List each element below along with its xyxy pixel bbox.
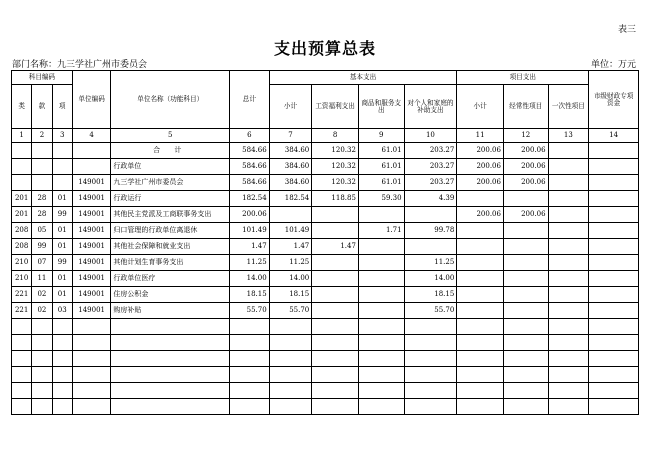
goods-services-cell: 61.01: [358, 159, 404, 175]
basic-subtotal-cell: [269, 367, 312, 383]
project-subtotal-cell: [457, 399, 504, 415]
total-cell: 18.15: [230, 287, 270, 303]
total-cell: 14.00: [230, 271, 270, 287]
unit-name-cell: [111, 399, 230, 415]
onetime-project-cell: [548, 367, 589, 383]
unit-code-cell: 149001: [72, 255, 111, 271]
table-row: [12, 223, 639, 239]
xiang-cell: 99: [52, 207, 72, 223]
personal-subsidy-cell: [404, 207, 457, 223]
personal-subsidy-cell: [404, 399, 457, 415]
table-row: [12, 239, 639, 255]
total-header: 总计: [230, 71, 270, 129]
project-subtotal-cell: [457, 383, 504, 399]
total-cell: [230, 319, 270, 335]
goods-services-cell: 61.01: [358, 175, 404, 191]
total-cell: [230, 383, 270, 399]
xiang-cell: 03: [52, 303, 72, 319]
city-funds-cell: [589, 255, 639, 271]
budget-table: [11, 70, 639, 415]
xiang-cell: 01: [52, 191, 72, 207]
goods-services-header: 商品和服务支出: [358, 85, 404, 129]
onetime-project-cell: [548, 175, 589, 191]
lei-cell: [12, 319, 32, 335]
project-expenditure-header: 项目支出: [457, 71, 589, 85]
column-index-cell: 9: [358, 129, 404, 143]
column-index-cell: 14: [589, 129, 639, 143]
unit-name-cell: 住房公积金: [111, 287, 230, 303]
kuan-cell: 28: [32, 191, 52, 207]
column-index-row: [12, 129, 639, 143]
column-index-cell: 4: [72, 129, 111, 143]
unit-code-header: 单位编码: [72, 71, 111, 129]
unit-name-cell: 合 计: [111, 143, 230, 159]
column-index-cell: 6: [230, 129, 270, 143]
table-row: [12, 351, 639, 367]
lei-cell: [12, 143, 32, 159]
basic-subtotal-cell: 11.25: [269, 255, 312, 271]
project-subtotal-cell: 200.06: [457, 175, 504, 191]
table-row: [12, 287, 639, 303]
salary-welfare-cell: 120.32: [312, 159, 359, 175]
table-row: [12, 319, 639, 335]
unit-name-cell: 归口管理的行政单位离退休: [111, 223, 230, 239]
lei-cell: 208: [12, 223, 32, 239]
goods-services-cell: [358, 255, 404, 271]
goods-services-cell: [358, 207, 404, 223]
lei-header: 类: [12, 85, 32, 129]
kuan-cell: 28: [32, 207, 52, 223]
recurring-project-cell: [503, 191, 548, 207]
xiang-cell: [52, 399, 72, 415]
column-index-cell: 7: [269, 129, 312, 143]
salary-welfare-cell: [312, 367, 359, 383]
lei-cell: [12, 159, 32, 175]
lei-cell: 221: [12, 303, 32, 319]
unit-name-cell: 购房补贴: [111, 303, 230, 319]
onetime-project-cell: [548, 303, 589, 319]
recurring-project-cell: 200.06: [503, 143, 548, 159]
personal-subsidy-cell: [404, 335, 457, 351]
kuan-cell: [32, 351, 52, 367]
city-funds-cell: [589, 303, 639, 319]
city-funds-cell: [589, 143, 639, 159]
kuan-cell: [32, 175, 52, 191]
xiang-cell: 01: [52, 223, 72, 239]
xiang-cell: [52, 383, 72, 399]
unit-label: 单位：万元: [590, 60, 636, 70]
table-row: [12, 399, 639, 415]
recurring-project-cell: 200.06: [503, 159, 548, 175]
basic-subtotal-cell: 384.60: [269, 159, 312, 175]
unit-code-cell: 149001: [72, 175, 111, 191]
project-subtotal-cell: [457, 255, 504, 271]
basic-subtotal-cell: 101.49: [269, 223, 312, 239]
kuan-cell: 02: [32, 287, 52, 303]
unit-code-cell: 149001: [72, 207, 111, 223]
onetime-project-cell: [548, 399, 589, 415]
xiang-cell: 01: [52, 271, 72, 287]
project-subtotal-cell: 200.06: [457, 159, 504, 175]
salary-welfare-header: 工资福利支出: [312, 85, 359, 129]
unit-name-cell: 行政单位: [111, 159, 230, 175]
city-funds-cell: [589, 335, 639, 351]
recurring-project-cell: [503, 303, 548, 319]
recurring-project-cell: 200.06: [503, 207, 548, 223]
column-index-cell: 12: [503, 129, 548, 143]
basic-subtotal-cell: 1.47: [269, 239, 312, 255]
unit-name-cell: 九三学社广州市委员会: [111, 175, 230, 191]
personal-subsidy-cell: 99.78: [404, 223, 457, 239]
kuan-cell: [32, 367, 52, 383]
project-subtotal-cell: [457, 239, 504, 255]
unit-code-cell: [72, 159, 111, 175]
basic-subtotal-cell: [269, 351, 312, 367]
lei-cell: 210: [12, 255, 32, 271]
recurring-project-cell: [503, 287, 548, 303]
lei-cell: [12, 399, 32, 415]
salary-welfare-cell: [312, 335, 359, 351]
table-row: [12, 175, 639, 191]
project-subtotal-cell: [457, 191, 504, 207]
unit-name-cell: 其他民主党派及工商联事务支出: [111, 207, 230, 223]
salary-welfare-cell: 120.32: [312, 175, 359, 191]
city-funds-cell: [589, 191, 639, 207]
kuan-cell: [32, 335, 52, 351]
table-row: [12, 159, 639, 175]
kuan-cell: 07: [32, 255, 52, 271]
recurring-project-cell: [503, 223, 548, 239]
salary-welfare-cell: [312, 207, 359, 223]
basic-subtotal-cell: [269, 399, 312, 415]
city-funds-cell: [589, 239, 639, 255]
onetime-project-cell: [548, 319, 589, 335]
table-row: [12, 143, 639, 159]
salary-welfare-cell: 1.47: [312, 239, 359, 255]
unit-code-cell: [72, 399, 111, 415]
total-cell: 584.66: [230, 159, 270, 175]
unit-code-cell: [72, 351, 111, 367]
salary-welfare-cell: [312, 223, 359, 239]
salary-welfare-cell: [312, 303, 359, 319]
unit-name-cell: [111, 335, 230, 351]
kuan-cell: [32, 143, 52, 159]
recurring-project-cell: 200.06: [503, 175, 548, 191]
salary-welfare-cell: 120.32: [312, 143, 359, 159]
lei-cell: [12, 351, 32, 367]
subject-code-header: 科目编码: [12, 71, 73, 85]
basic-subtotal-cell: 384.60: [269, 143, 312, 159]
project-subtotal-cell: [457, 367, 504, 383]
city-funds-cell: [589, 223, 639, 239]
total-cell: [230, 351, 270, 367]
column-index-cell: 8: [312, 129, 359, 143]
goods-services-cell: [358, 319, 404, 335]
recurring-project-cell: [503, 319, 548, 335]
xiang-cell: [52, 159, 72, 175]
goods-services-cell: 1.71: [358, 223, 404, 239]
total-cell: [230, 367, 270, 383]
column-index-cell: 10: [404, 129, 457, 143]
recurring-project-cell: [503, 399, 548, 415]
kuan-cell: 11: [32, 271, 52, 287]
recurring-project-cell: [503, 351, 548, 367]
basic-expenditure-header: 基本支出: [269, 71, 457, 85]
personal-subsidy-cell: [404, 239, 457, 255]
city-funds-cell: [589, 207, 639, 223]
recurring-project-cell: [503, 255, 548, 271]
lei-cell: [12, 335, 32, 351]
recurring-project-header: 经常性项目: [503, 85, 548, 129]
lei-cell: [12, 367, 32, 383]
table-row: [12, 271, 639, 287]
kuan-cell: [32, 319, 52, 335]
unit-name-cell: 其他计划生育事务支出: [111, 255, 230, 271]
kuan-header: 款: [32, 85, 52, 129]
lei-cell: 221: [12, 287, 32, 303]
personal-family-subsidy-header: 对个人和家庭的补助支出: [404, 85, 457, 129]
table-row: [12, 303, 639, 319]
column-index-cell: 3: [52, 129, 72, 143]
onetime-project-cell: [548, 223, 589, 239]
personal-subsidy-cell: 18.15: [404, 287, 457, 303]
onetime-project-cell: [548, 287, 589, 303]
total-cell: 584.66: [230, 143, 270, 159]
project-subtotal-cell: 200.06: [457, 207, 504, 223]
project-subtotal-cell: [457, 335, 504, 351]
project-subtotal-header: 小计: [457, 85, 504, 129]
unit-code-cell: 149001: [72, 271, 111, 287]
onetime-project-cell: [548, 383, 589, 399]
project-subtotal-cell: [457, 287, 504, 303]
total-cell: [230, 335, 270, 351]
goods-services-cell: 61.01: [358, 143, 404, 159]
personal-subsidy-cell: [404, 351, 457, 367]
city-funds-cell: [589, 175, 639, 191]
total-cell: 200.06: [230, 207, 270, 223]
unit-code-cell: [72, 367, 111, 383]
city-funds-cell: [589, 399, 639, 415]
basic-subtotal-cell: 384.60: [269, 175, 312, 191]
city-funds-cell: [589, 351, 639, 367]
goods-services-cell: [358, 303, 404, 319]
lei-cell: 201: [12, 191, 32, 207]
city-special-funds-header: 市级财政专项资金: [589, 71, 639, 129]
lei-cell: [12, 383, 32, 399]
total-cell: 55.70: [230, 303, 270, 319]
basic-subtotal-header: 小计: [269, 85, 312, 129]
unit-code-cell: 149001: [72, 303, 111, 319]
onetime-project-cell: [548, 239, 589, 255]
table-row: [12, 191, 639, 207]
table-row: [12, 255, 639, 271]
project-subtotal-cell: [457, 351, 504, 367]
total-cell: 11.25: [230, 255, 270, 271]
xiang-cell: 01: [52, 239, 72, 255]
table-row: [12, 383, 639, 399]
page-title: 支出预算总表: [273, 39, 376, 58]
personal-subsidy-cell: [404, 383, 457, 399]
city-funds-cell: [589, 271, 639, 287]
city-funds-cell: [589, 159, 639, 175]
total-cell: 584.66: [230, 175, 270, 191]
lei-cell: 210: [12, 271, 32, 287]
onetime-project-cell: [548, 271, 589, 287]
project-subtotal-cell: 200.06: [457, 143, 504, 159]
goods-services-cell: [358, 367, 404, 383]
unit-name-cell: 其他社会保障和就业支出: [111, 239, 230, 255]
goods-services-cell: [358, 287, 404, 303]
unit-code-cell: 149001: [72, 191, 111, 207]
basic-subtotal-cell: [269, 383, 312, 399]
unit-name-header: 单位名称（功能科目）: [111, 71, 230, 129]
total-cell: [230, 399, 270, 415]
unit-code-cell: [72, 319, 111, 335]
xiang-cell: [52, 367, 72, 383]
personal-subsidy-cell: [404, 319, 457, 335]
salary-welfare-cell: [312, 399, 359, 415]
unit-code-cell: [72, 143, 111, 159]
goods-services-cell: [358, 271, 404, 287]
kuan-cell: [32, 383, 52, 399]
salary-welfare-cell: [312, 255, 359, 271]
onetime-project-cell: [548, 335, 589, 351]
xiang-cell: [52, 175, 72, 191]
department-name: 部门名称：九三学社广州市委员会: [12, 60, 148, 70]
table-number-label: 表三: [617, 25, 636, 35]
project-subtotal-cell: [457, 271, 504, 287]
xiang-cell: [52, 351, 72, 367]
unit-code-cell: 149001: [72, 239, 111, 255]
xiang-cell: 99: [52, 255, 72, 271]
goods-services-cell: [358, 335, 404, 351]
project-subtotal-cell: [457, 319, 504, 335]
column-index-cell: 1: [12, 129, 32, 143]
lei-cell: 208: [12, 239, 32, 255]
xiang-cell: 01: [52, 287, 72, 303]
xiang-cell: [52, 319, 72, 335]
basic-subtotal-cell: 14.00: [269, 271, 312, 287]
unit-name-cell: 行政单位医疗: [111, 271, 230, 287]
recurring-project-cell: [503, 383, 548, 399]
city-funds-cell: [589, 319, 639, 335]
column-index-cell: 5: [111, 129, 230, 143]
total-cell: 101.49: [230, 223, 270, 239]
unit-name-cell: [111, 319, 230, 335]
salary-welfare-cell: [312, 383, 359, 399]
city-funds-cell: [589, 287, 639, 303]
onetime-project-cell: [548, 351, 589, 367]
personal-subsidy-cell: [404, 367, 457, 383]
total-cell: 1.47: [230, 239, 270, 255]
unit-name-cell: [111, 383, 230, 399]
unit-code-cell: 149001: [72, 223, 111, 239]
basic-subtotal-cell: [269, 335, 312, 351]
total-cell: 182.54: [230, 191, 270, 207]
goods-services-cell: [358, 351, 404, 367]
column-index-cell: 11: [457, 129, 504, 143]
onetime-project-cell: [548, 191, 589, 207]
recurring-project-cell: [503, 271, 548, 287]
salary-welfare-cell: [312, 287, 359, 303]
personal-subsidy-cell: 4.39: [404, 191, 457, 207]
onetime-project-cell: [548, 255, 589, 271]
personal-subsidy-cell: 11.25: [404, 255, 457, 271]
unit-name-cell: [111, 351, 230, 367]
kuan-cell: [32, 399, 52, 415]
recurring-project-cell: [503, 335, 548, 351]
column-index-cell: 2: [32, 129, 52, 143]
goods-services-cell: 59.30: [358, 191, 404, 207]
recurring-project-cell: [503, 239, 548, 255]
basic-subtotal-cell: 18.15: [269, 287, 312, 303]
unit-name-cell: [111, 367, 230, 383]
salary-welfare-cell: 118.85: [312, 191, 359, 207]
goods-services-cell: [358, 399, 404, 415]
table-row: [12, 335, 639, 351]
table-row: [12, 367, 639, 383]
kuan-cell: [32, 159, 52, 175]
goods-services-cell: [358, 239, 404, 255]
lei-cell: [12, 175, 32, 191]
basic-subtotal-cell: 55.70: [269, 303, 312, 319]
column-index-cell: 13: [548, 129, 589, 143]
xiang-header: 项: [52, 85, 72, 129]
unit-code-cell: [72, 335, 111, 351]
city-funds-cell: [589, 367, 639, 383]
unit-name-cell: 行政运行: [111, 191, 230, 207]
xiang-cell: [52, 143, 72, 159]
personal-subsidy-cell: 14.00: [404, 271, 457, 287]
salary-welfare-cell: [312, 319, 359, 335]
kuan-cell: 05: [32, 223, 52, 239]
project-subtotal-cell: [457, 303, 504, 319]
onetime-project-cell: [548, 207, 589, 223]
lei-cell: 201: [12, 207, 32, 223]
personal-subsidy-cell: 203.27: [404, 143, 457, 159]
basic-subtotal-cell: 182.54: [269, 191, 312, 207]
onetime-project-header: 一次性项目: [548, 85, 589, 129]
salary-welfare-cell: [312, 271, 359, 287]
goods-services-cell: [358, 383, 404, 399]
recurring-project-cell: [503, 367, 548, 383]
basic-subtotal-cell: [269, 207, 312, 223]
unit-code-cell: 149001: [72, 287, 111, 303]
personal-subsidy-cell: 55.70: [404, 303, 457, 319]
onetime-project-cell: [548, 143, 589, 159]
city-funds-cell: [589, 383, 639, 399]
xiang-cell: [52, 335, 72, 351]
personal-subsidy-cell: 203.27: [404, 159, 457, 175]
project-subtotal-cell: [457, 223, 504, 239]
kuan-cell: 99: [32, 239, 52, 255]
unit-code-cell: [72, 383, 111, 399]
table-row: [12, 207, 639, 223]
kuan-cell: 02: [32, 303, 52, 319]
personal-subsidy-cell: 203.27: [404, 175, 457, 191]
onetime-project-cell: [548, 159, 589, 175]
salary-welfare-cell: [312, 351, 359, 367]
basic-subtotal-cell: [269, 319, 312, 335]
